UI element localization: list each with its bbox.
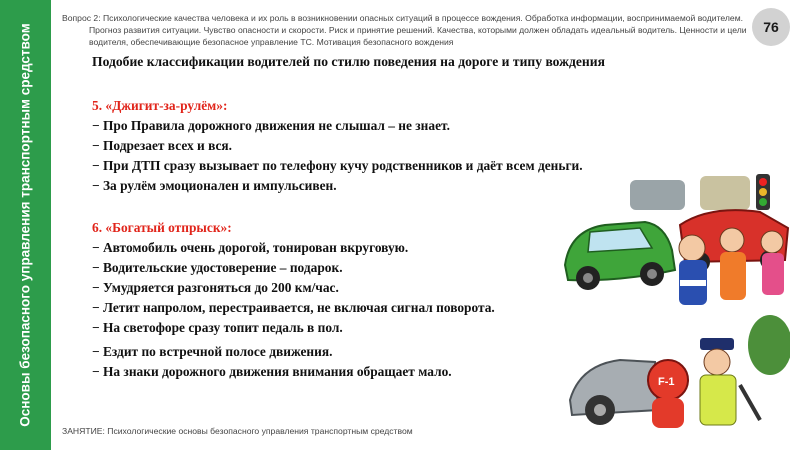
green-car-icon — [565, 222, 675, 290]
question-header — [62, 12, 752, 48]
list-item: − Ездит по встречной полосе движения. — [92, 344, 333, 359]
footer — [62, 426, 413, 436]
list-item: − Про Правила дорожного движения не слышал – не знает. — [92, 118, 450, 133]
section-continued — [92, 342, 452, 382]
list-item: − На знаки дорожного движения внимания обращает мало. — [92, 364, 452, 379]
slide-number-badge: 76 — [752, 8, 790, 46]
list-item: − Летит напролом, перестраивается, не включая сигнал поворота. — [92, 300, 495, 315]
list-item: − За рулём эмоционален и импульсивен. — [92, 178, 337, 193]
sidebar-title: Основы безопасного управления транспортным средством — [17, 23, 33, 427]
f1-label: F-1 — [658, 376, 675, 388]
background-van — [700, 176, 750, 210]
cartoon-illustration — [560, 170, 790, 430]
list-item: − Подрезает всех и вся. — [92, 138, 233, 153]
section-heading: 5. «Джигит-за-рулём»: — [92, 98, 228, 113]
grey-car-icon — [570, 360, 658, 425]
list-item: − Умудряется разгоняться до 200 км/час. — [92, 280, 339, 295]
question-text: Психологические качества человека и их роль в возникновении опасных ситуаций в процессе вождения. Обработка информации, воспринимаемой водителем. Прогноз развития ситуации. Чувство опасности и скорости. Риск и принятие решений. Качества, которыми должен обладать идеальный водитель. Ценности и цели водителя, обеспечивающие безопасное управление ТС. Мотивация безопасного вождения — [89, 13, 747, 47]
list-item: − На светофоре сразу топит педаль в пол. — [92, 320, 343, 335]
arguing-people-icon — [679, 228, 784, 305]
question-label: Вопрос 2: — [62, 13, 101, 23]
list-item: − При ДТП сразу вызывает по телефону кучу родственников и даёт всем деньги. — [92, 158, 583, 173]
section-dzhigit — [92, 96, 583, 196]
footer-label: ЗАНЯТИЕ: — [62, 426, 105, 436]
list-item: − Автомобиль очень дорогой, тонирован вкруговую. — [92, 240, 409, 255]
f1-driver-icon — [648, 360, 688, 428]
section-bogaty-otprysk — [92, 218, 495, 338]
section-heading: 6. «Богатый отпрыск»: — [92, 220, 232, 235]
bush-icon — [748, 315, 790, 375]
sidebar — [0, 0, 51, 450]
slide-title: Подобие классификации водителей по стилю поведения на дороге и типу вождения — [92, 54, 605, 69]
footer-text: Психологические основы безопасного управления транспортным средством — [107, 426, 413, 436]
list-item: − Водительские удостоверение – подарок. — [92, 260, 343, 275]
background-truck — [630, 180, 685, 210]
